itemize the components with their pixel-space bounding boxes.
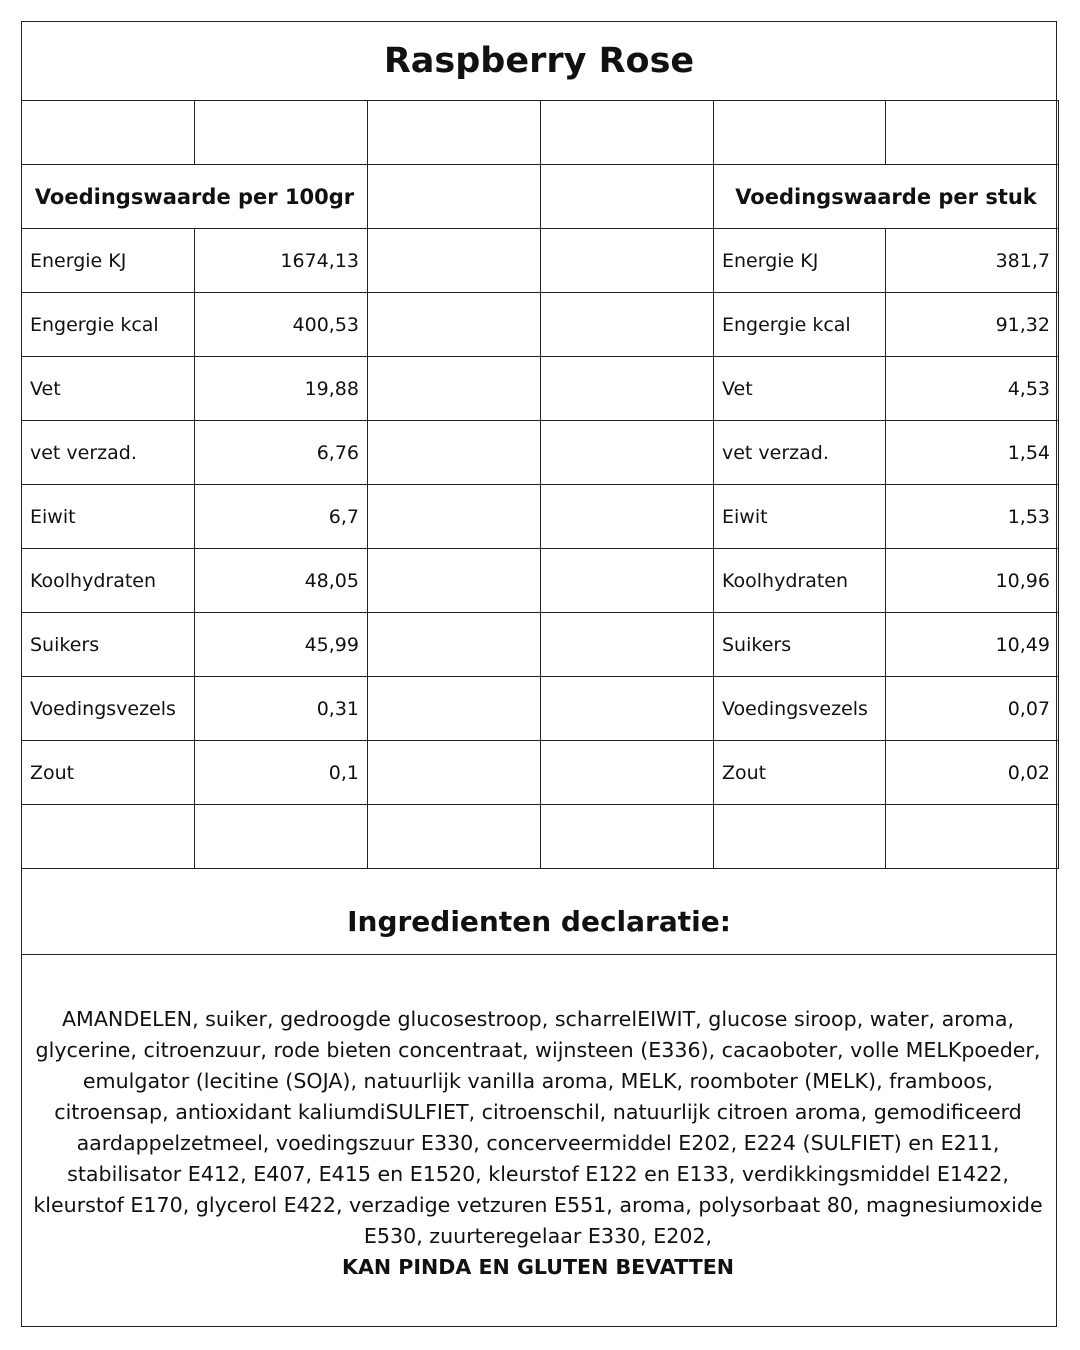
allergen-warning: KAN PINDA EN GLUTEN BEVATTEN bbox=[341, 1255, 734, 1279]
nutrient-value-piece: 4,53 bbox=[886, 357, 1059, 421]
nutrient-label-piece: Energie KJ bbox=[714, 229, 886, 293]
nutrient-label-piece: Koolhydraten bbox=[714, 549, 886, 613]
empty-cell bbox=[541, 677, 714, 741]
nutrient-label-piece: Vet bbox=[714, 357, 886, 421]
header-row bbox=[22, 165, 1059, 229]
ingredients-block bbox=[30, 1004, 1046, 1283]
nutrient-row bbox=[22, 357, 1059, 421]
nutrient-value-piece: 381,7 bbox=[886, 229, 1059, 293]
nutrient-value-100g: 0,31 bbox=[195, 677, 368, 741]
empty-cell bbox=[368, 613, 541, 677]
nutrient-value-piece: 10,49 bbox=[886, 613, 1059, 677]
nutrient-label-100g: Zout bbox=[22, 741, 195, 805]
empty-cell bbox=[886, 805, 1059, 869]
nutrient-label-100g: vet verzad. bbox=[22, 421, 195, 485]
per-100g-header: Voedingswaarde per 100gr bbox=[22, 165, 368, 229]
nutrient-label-piece: Voedingsvezels bbox=[714, 677, 886, 741]
empty-cell bbox=[541, 421, 714, 485]
nutrient-value-piece: 1,54 bbox=[886, 421, 1059, 485]
nutrient-value-100g: 6,76 bbox=[195, 421, 368, 485]
nutrient-label-100g: Vet bbox=[22, 357, 195, 421]
nutrient-label-piece: Suikers bbox=[714, 613, 886, 677]
ingredients-heading: Ingredienten declaratie: bbox=[22, 888, 1056, 955]
empty-cell bbox=[541, 741, 714, 805]
product-title: Raspberry Rose bbox=[22, 22, 1056, 101]
nutrient-row bbox=[22, 741, 1059, 805]
empty-cell bbox=[886, 101, 1059, 165]
nutrient-value-piece: 0,02 bbox=[886, 741, 1059, 805]
empty-cell bbox=[714, 101, 886, 165]
empty-cell bbox=[541, 613, 714, 677]
empty-row-top bbox=[22, 101, 1059, 165]
nutrient-value-piece: 0,07 bbox=[886, 677, 1059, 741]
nutrient-label-100g: Eiwit bbox=[22, 485, 195, 549]
empty-cell bbox=[368, 549, 541, 613]
empty-cell bbox=[368, 485, 541, 549]
empty-cell bbox=[368, 293, 541, 357]
nutrition-table bbox=[21, 100, 1059, 869]
empty-cell bbox=[541, 549, 714, 613]
nutrition-label bbox=[21, 21, 1057, 1327]
empty-cell bbox=[541, 229, 714, 293]
empty-cell bbox=[368, 165, 541, 229]
per-piece-header: Voedingswaarde per stuk bbox=[714, 165, 1059, 229]
empty-cell bbox=[368, 677, 541, 741]
empty-cell bbox=[368, 229, 541, 293]
nutrient-label-piece: vet verzad. bbox=[714, 421, 886, 485]
nutrient-value-piece: 1,53 bbox=[886, 485, 1059, 549]
nutrient-value-piece: 91,32 bbox=[886, 293, 1059, 357]
nutrient-value-100g: 6,7 bbox=[195, 485, 368, 549]
nutrient-row bbox=[22, 229, 1059, 293]
nutrient-label-100g: Koolhydraten bbox=[22, 549, 195, 613]
empty-row-bottom bbox=[22, 805, 1059, 869]
empty-cell bbox=[22, 101, 195, 165]
nutrient-label-100g: Energie KJ bbox=[22, 229, 195, 293]
nutrient-value-100g: 19,88 bbox=[195, 357, 368, 421]
nutrient-value-100g: 45,99 bbox=[195, 613, 368, 677]
nutrient-row bbox=[22, 421, 1059, 485]
empty-cell bbox=[541, 805, 714, 869]
nutrient-label-piece: Eiwit bbox=[714, 485, 886, 549]
nutrition-table-body bbox=[22, 101, 1059, 869]
empty-cell bbox=[541, 485, 714, 549]
nutrient-label-100g: Engergie kcal bbox=[22, 293, 195, 357]
nutrient-label-100g: Suikers bbox=[22, 613, 195, 677]
nutrient-value-piece: 10,96 bbox=[886, 549, 1059, 613]
empty-cell bbox=[541, 357, 714, 421]
empty-cell bbox=[541, 293, 714, 357]
empty-cell bbox=[195, 805, 368, 869]
empty-cell bbox=[368, 357, 541, 421]
nutrient-row bbox=[22, 549, 1059, 613]
empty-cell bbox=[541, 165, 714, 229]
empty-cell bbox=[368, 101, 541, 165]
empty-cell bbox=[714, 805, 886, 869]
empty-cell bbox=[368, 421, 541, 485]
empty-cell bbox=[195, 101, 368, 165]
empty-cell bbox=[368, 741, 541, 805]
nutrient-row bbox=[22, 293, 1059, 357]
nutrient-row bbox=[22, 677, 1059, 741]
nutrient-value-100g: 0,1 bbox=[195, 741, 368, 805]
nutrient-row bbox=[22, 613, 1059, 677]
nutrient-label-100g: Voedingsvezels bbox=[22, 677, 195, 741]
nutrient-label-piece: Zout bbox=[714, 741, 886, 805]
ingredients-text: AMANDELEN, suiker, gedroogde glucosestroop, scharrelEIWIT, glucose siroop, water, aroma, glycerine, citroenzuur, rode bieten concentraat, wijnsteen (E336), cacaoboter, volle MELKpoeder, emulgator (lecitine (SOJA), natuurlijk vanilla aroma, MELK, roomboter (MELK), framboos, citroensap, antioxidant kaliumdiSULFIET, citroenschil, natuurlijk citroen aroma, gemodificeerd aardappelzetmeel, voedingszuur E330, concerveermiddel E202, E224 (SULFIET) en E211, stabilisator E412, E407, E415 en E1520, kleurstof E122 en E133, verdikkingsmiddel E1422, kleurstof E170, glycerol E422, verzadige vetzuren E551, aroma, polysorbaat 80, magnesiumoxide E530, zuurteregelaar E330, E202, bbox=[33, 1007, 1043, 1248]
nutrient-value-100g: 48,05 bbox=[195, 549, 368, 613]
empty-cell bbox=[541, 101, 714, 165]
empty-cell bbox=[368, 805, 541, 869]
empty-cell bbox=[22, 805, 195, 869]
nutrient-label-piece: Engergie kcal bbox=[714, 293, 886, 357]
nutrient-value-100g: 1674,13 bbox=[195, 229, 368, 293]
nutrient-row bbox=[22, 485, 1059, 549]
nutrient-value-100g: 400,53 bbox=[195, 293, 368, 357]
